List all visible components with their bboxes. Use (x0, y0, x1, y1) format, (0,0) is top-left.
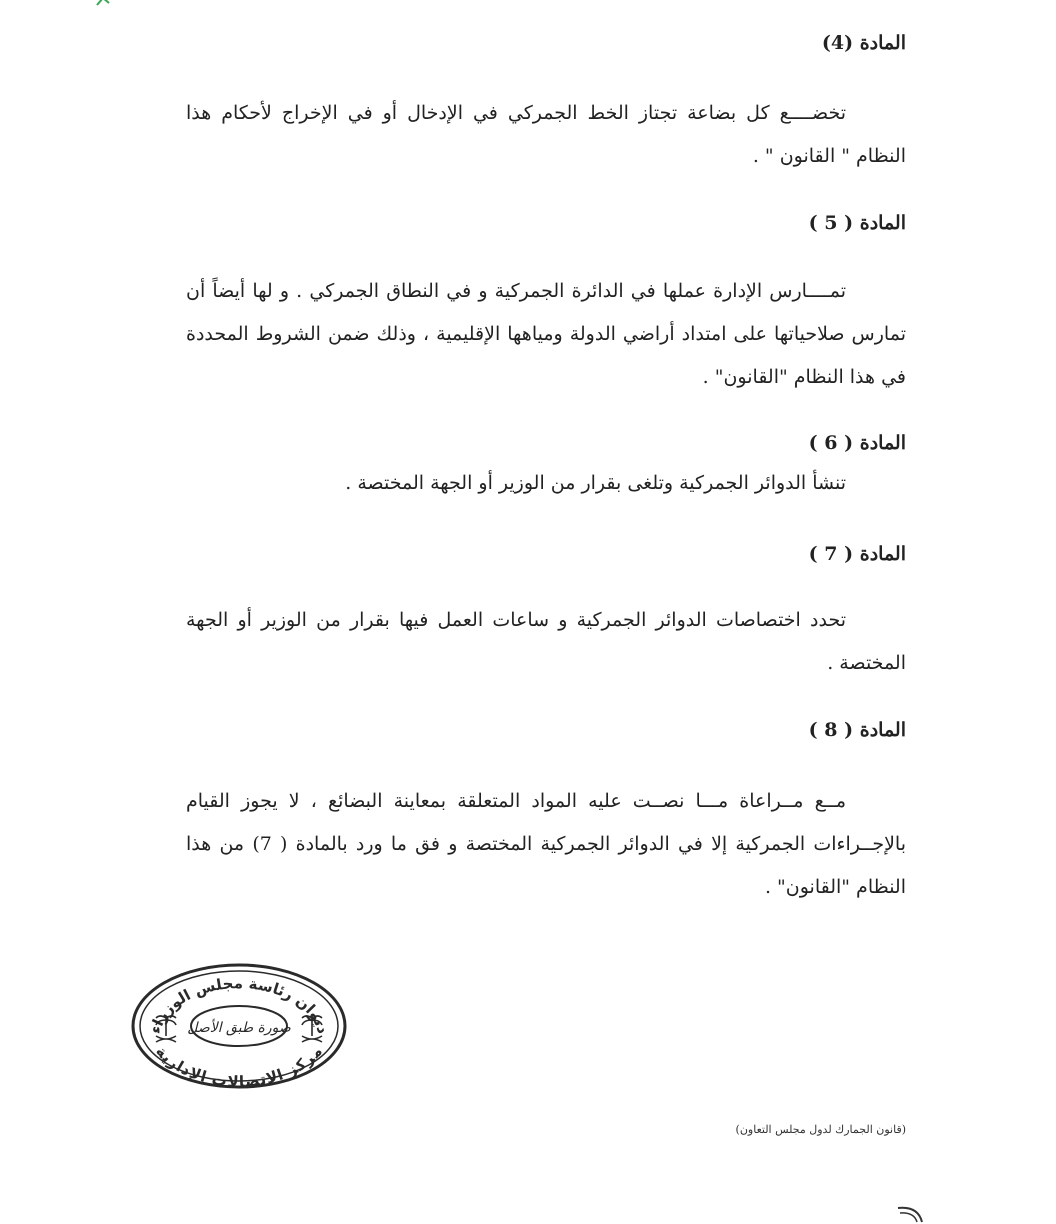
seal-center-text: صورة طبق الأصل (187, 1020, 291, 1036)
article-4-body (186, 92, 906, 178)
official-seal-stamp (130, 962, 348, 1090)
article-5-heading: المادة ( 5 ) (808, 212, 906, 234)
article-4-heading: المادة (4) (821, 32, 906, 54)
article-8-body (186, 780, 906, 909)
seal-top-text: ديوان رئاسة مجلس الوزراء (145, 974, 333, 1036)
article-4-text: تخضــــع كل بضاعة تجتاز الخط الجمركي في الإدخال أو في الإخراج لأحكام هذا النظام " القانون " . (186, 102, 906, 167)
article-8-text: مــع مــراعاة مـــا نصــت عليه المواد المتعلقة بمعاينة البضائع ، لا يجوز القيام بالإجــراءات الجمركية إلا في الدوائر الجمركية المختصة و فق ما ورد بالمادة ( 7) من هذا النظام "القانون" . (186, 790, 907, 898)
article-7-text: تحدد اختصاصات الدوائر الجمركية و ساعات العمل فيها بقرار من الوزير أو الجهة المختصة . (186, 609, 906, 674)
footer-note: (قانون الجمارك لدول مجلس التعاون) (735, 1123, 906, 1136)
article-5-text: تمــــارس الإدارة عملها في الدائرة الجمركية و في النطاق الجمركي . و لها أيضاً أن تمارس صلاحياتها على امتداد أراضي الدولة ومياهها الإقليمية ، وذلك ضمن الشروط المحددة في هذا النظام "القانون" . (186, 280, 906, 388)
article-8-heading: المادة ( 8 ) (808, 719, 906, 741)
seal-bottom-text: مركز الاتصالات الإدارية (152, 1042, 326, 1090)
article-7-heading: المادة ( 7 ) (808, 543, 906, 565)
article-6-text: تنشأ الدوائر الجمركية وتلغى بقرار من الوزير أو الجهة المختصة . (345, 472, 846, 494)
article-7-body (186, 599, 906, 685)
article-5-body (186, 270, 906, 399)
article-6-body (186, 462, 906, 505)
article-6-heading: المادة ( 6 ) (808, 432, 906, 454)
green-corner-mark-icon (96, 0, 110, 6)
page-curl-mark-icon (896, 1204, 926, 1224)
